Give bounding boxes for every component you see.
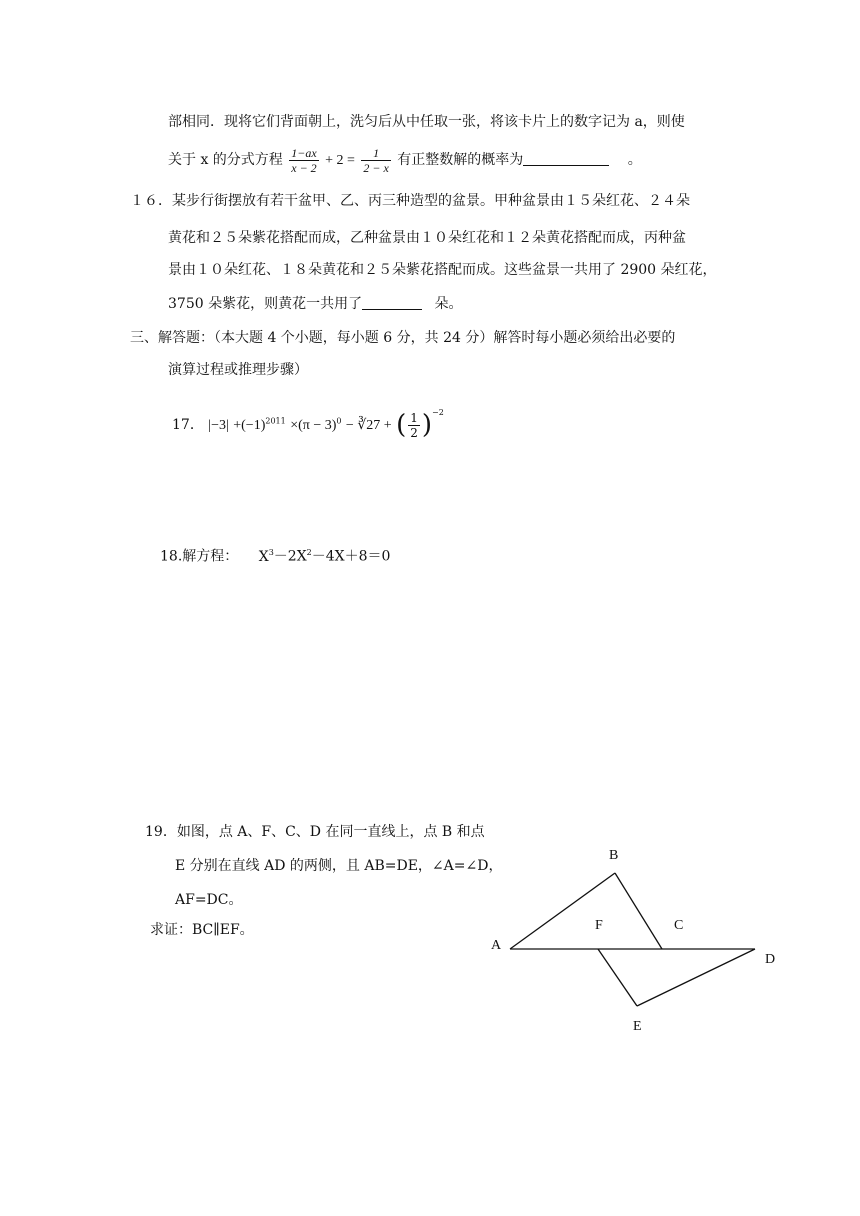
q16-line2: 黄花和２５朵紫花搭配而成，乙种盆景由１０朵红花和１２朵黄花搭配而成，丙种盆 <box>168 230 686 246</box>
q15-line2-end: 。 <box>627 152 642 168</box>
q18-label: 18.解方程： <box>160 548 239 565</box>
q15-line2-post: 有正整数解的概率为 <box>397 152 524 168</box>
q19-line2: E 分别在直线 AD 的两侧，且 AB=DE，∠A=∠D， <box>175 858 503 874</box>
point-label-B: B <box>609 848 619 863</box>
section3-heading: 三、解答题：（本大题 4 个小题，每小题 6 分，共 24 分）解答时每小题必须给出必要的 <box>130 330 676 346</box>
point-label-A: A <box>491 938 502 953</box>
q17-exponent-neg2: −2 <box>432 408 444 417</box>
q17-term4: − ∛27 + <box>345 418 392 433</box>
q18-exponent-3: 3 <box>268 548 274 557</box>
point-label-F: F <box>595 918 603 933</box>
q18-term-2x: －2X <box>273 548 307 565</box>
q17-abs: |−3| <box>208 418 229 433</box>
q18-exponent-2: 2 <box>306 548 312 557</box>
line-BC <box>615 873 662 949</box>
q17-exponent-2011: 2011 <box>265 416 286 426</box>
q15-fraction-2-denominator: 2 − x <box>363 160 389 175</box>
q16-line4-post: 朵。 <box>434 296 463 312</box>
q17-half-numerator: 1 <box>410 410 418 425</box>
q19-line1: 19．如图，点 A、F、C、D 在同一直线上，点 B 和点 <box>145 824 485 840</box>
q19-prove: 求证：BC∥EF。 <box>150 922 254 938</box>
q16-line3: 景由１０朵红花、１８朵黄花和２５朵紫花搭配而成。这些盆景一共用了 2900 朵红花， <box>168 262 717 278</box>
q19-line3: AF=DC。 <box>175 892 243 908</box>
point-label-C: C <box>674 918 684 933</box>
line-FE <box>598 949 637 1006</box>
q17-term3: ×(π − 3) <box>290 418 337 433</box>
point-label-E: E <box>633 1019 642 1034</box>
q16-line1: １６．某步行街摆放有若干盆甲、乙、丙三种造型的盆景。甲种盆景由１５朵红花、２４朵 <box>130 193 690 209</box>
line-ED <box>637 949 755 1006</box>
q15-fraction-1-denominator: x − 2 <box>291 160 317 175</box>
point-label-D: D <box>765 952 776 967</box>
q15-fraction-1-numerator: 1−ax <box>291 145 317 160</box>
q17-open-paren: ( <box>396 410 407 440</box>
q17-label: 17． <box>172 417 204 433</box>
q15-line1: 部相同．现将它们背面朝上，洗匀后从中任取一张，将该卡片上的数字记为 a，则使 <box>168 114 685 130</box>
q17-close-paren: ) <box>421 410 433 440</box>
q18-term-rest: －4X＋8＝0 <box>311 548 391 565</box>
q15-fraction-2-numerator: 1 <box>361 146 390 161</box>
q18-term-x: X <box>258 548 269 565</box>
q17-exponent-0: 0 <box>336 416 342 426</box>
q16-line4-pre: 3750 朵紫花，则黄花一共用了 <box>168 296 363 312</box>
q17-half-denominator: 2 <box>410 425 418 440</box>
section3-heading-line2: 演算过程或推理步骤） <box>168 362 308 378</box>
line-AB <box>510 873 615 949</box>
q17-term2: +(−1) <box>233 418 266 433</box>
q15-equals: + 2 = <box>325 153 355 168</box>
q15-line2-pre: 关于 x 的分式方程 <box>168 152 283 168</box>
